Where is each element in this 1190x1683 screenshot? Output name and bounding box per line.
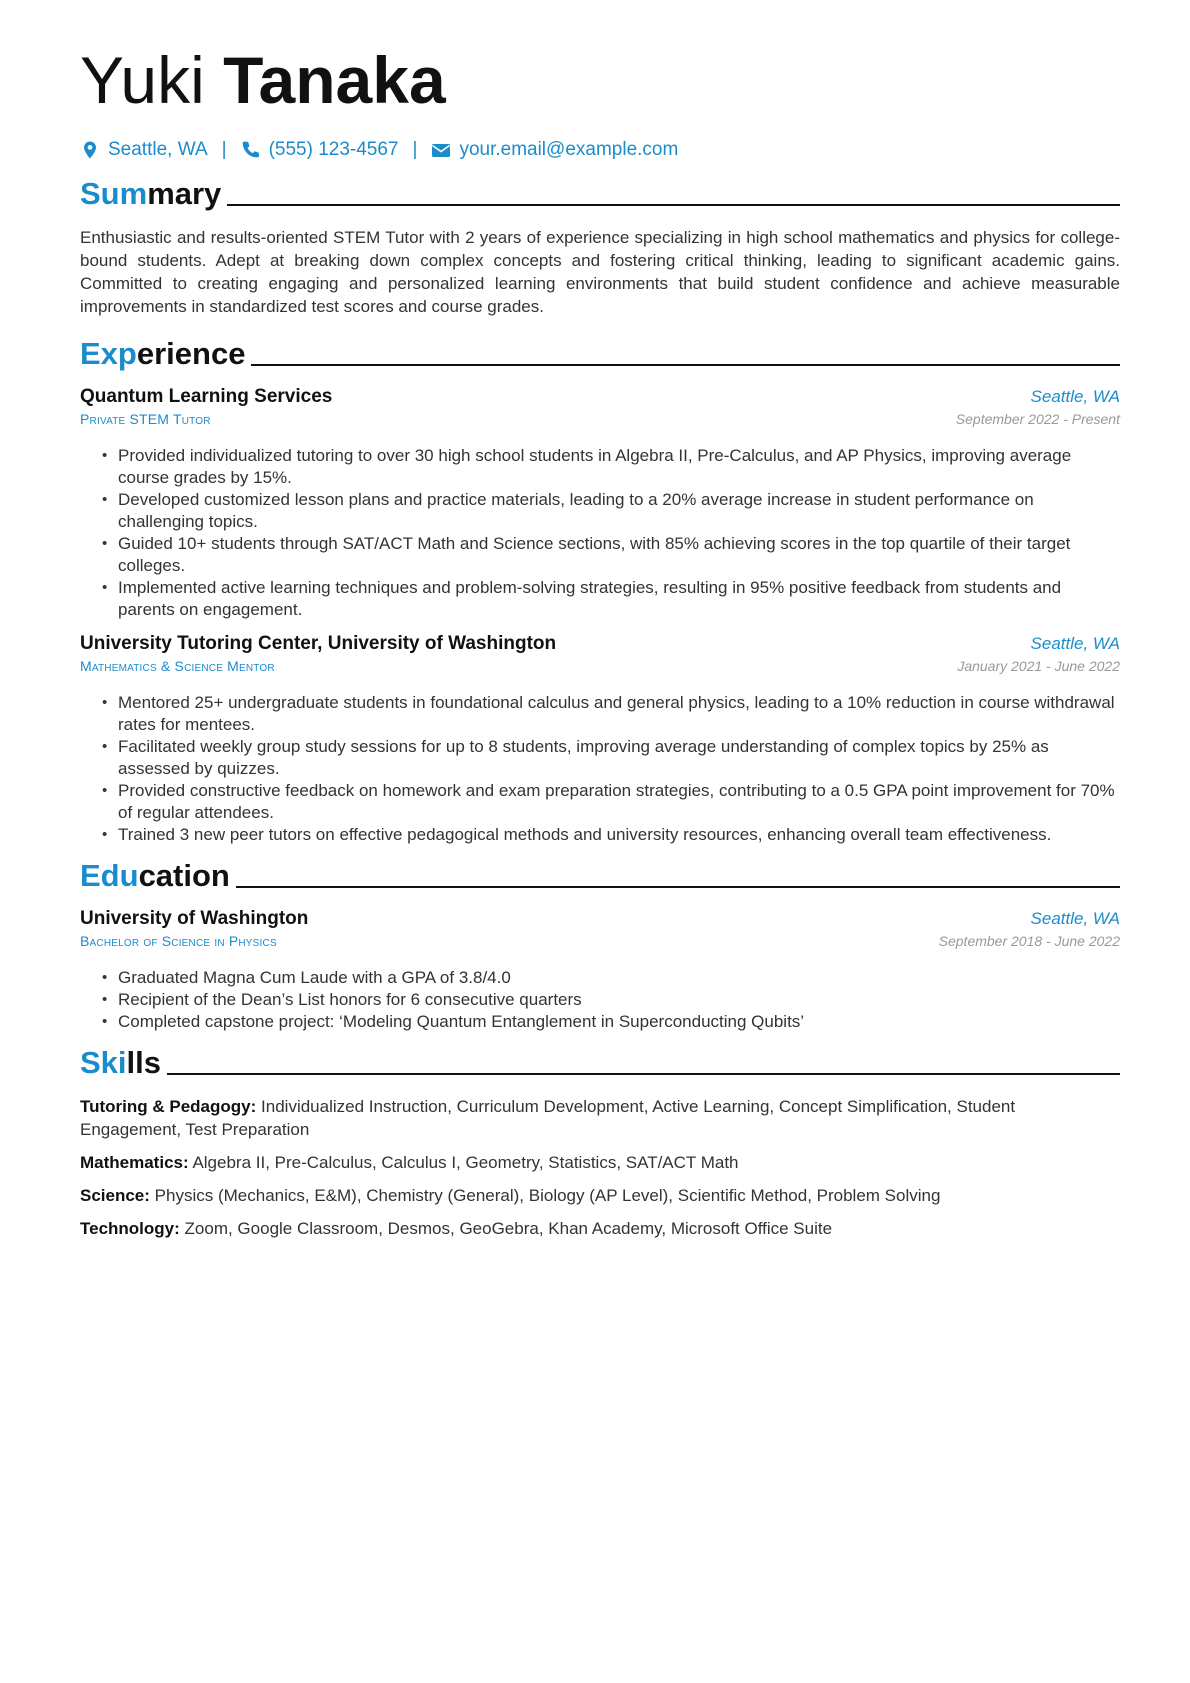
education-header bbox=[80, 854, 1120, 894]
envelope-icon bbox=[431, 140, 451, 160]
skill-label: Science: bbox=[80, 1186, 150, 1205]
bullet-item: • Provided constructive feedback on homework and exam preparation strategies, contributing to a 0.5 GPA point improvement for 70% of regular attendees. bbox=[118, 780, 1120, 824]
map-marker-icon bbox=[80, 140, 100, 160]
entry-location: Seattle, WA bbox=[1030, 634, 1120, 653]
bullet-list bbox=[80, 967, 1120, 1033]
contact-location bbox=[80, 139, 208, 161]
bullet-item: • Guided 10+ students through SAT/ACT Math and Science sections, with 85% achieving scores in the top quartile of their target colleges. bbox=[118, 533, 1120, 577]
skill-label: Mathematics: bbox=[80, 1153, 189, 1172]
bullet-item: • Completed capstone project: ‘Modeling Quantum Entanglement in Superconducting Qubits’ bbox=[118, 1011, 1120, 1033]
skill-row bbox=[80, 1095, 1120, 1141]
contact-separator: | bbox=[221, 139, 227, 160]
bullet-item: • Mentored 25+ undergraduate students in foundational calculus and general physics, leading to a 10% reduction in course withdrawal rates for mentees. bbox=[118, 692, 1120, 736]
candidate-name bbox=[80, 40, 1120, 120]
summary-text: Enthusiastic and results-oriented STEM Tutor with 2 years of experience specializing in high school mathematics and physics for college-bound students. Adept at breaking down complex concepts and fostering critical thinking, leading to significant academic gains. Committed to creating engaging and personalized learning environments that build student confidence and achieve measurable improvements in standardized test scores and course grades. bbox=[80, 228, 1120, 316]
bullet-item: • Provided individualized tutoring to over 30 high school students in Algebra II, Pre-Calculus, and AP Physics, improving average course grades by 15%. bbox=[118, 445, 1120, 489]
skill-value: Physics (Mechanics, E&M), Chemistry (General), Biology (AP Level), Scientific Method, Problem Solving bbox=[154, 1186, 941, 1205]
skill-row bbox=[80, 1217, 1120, 1240]
degree-title: Bachelor of Science in Physics bbox=[80, 933, 277, 949]
bullet-item: • Implemented active learning techniques and problem-solving strategies, resulting in 95% positive feedback from students and parents on engagement. bbox=[118, 577, 1120, 621]
bullet-item: • Recipient of the Dean’s List honors for 6 consecutive quarters bbox=[118, 989, 1120, 1011]
entry-dates: January 2021 - June 2022 bbox=[957, 658, 1120, 674]
bullet-list bbox=[80, 692, 1120, 846]
contact-email[interactable] bbox=[431, 139, 678, 161]
skills-list bbox=[80, 1095, 1120, 1240]
bullet-item: • Graduated Magna Cum Laude with a GPA of 3.8/4.0 bbox=[118, 967, 1120, 989]
skill-label: Technology: bbox=[80, 1219, 180, 1238]
skill-value: Algebra II, Pre-Calculus, Calculus I, Geometry, Statistics, SAT/ACT Math bbox=[192, 1153, 739, 1172]
employer-name: University Tutoring Center, University of Washington bbox=[80, 633, 557, 654]
job-title: Private STEM Tutor bbox=[80, 411, 211, 427]
first-name: Yuki bbox=[80, 43, 205, 117]
email-text: your.email@example.com bbox=[459, 139, 679, 160]
phone-icon bbox=[241, 140, 261, 160]
skill-label: Tutoring & Pedagogy: bbox=[80, 1097, 257, 1116]
skill-row bbox=[80, 1184, 1120, 1207]
entry-location: Seattle, WA bbox=[1030, 909, 1120, 928]
employer-name: Quantum Learning Services bbox=[80, 386, 333, 407]
skill-value: Zoom, Google Classroom, Desmos, GeoGebra, Khan Academy, Microsoft Office Suite bbox=[184, 1219, 833, 1238]
section-rule bbox=[167, 1073, 1120, 1075]
bullet-list bbox=[80, 445, 1120, 621]
skill-value: Individualized Instruction, Curriculum Development, Active Learning, Concept Simplification, Student Engagement, Test Preparation bbox=[80, 1097, 1016, 1139]
contact-phone[interactable] bbox=[241, 139, 399, 161]
entry-location: Seattle, WA bbox=[1030, 387, 1120, 406]
section-rule bbox=[227, 204, 1120, 206]
section-title: Skills bbox=[80, 1045, 161, 1080]
skill-row bbox=[80, 1151, 1120, 1174]
school-name: University of Washington bbox=[80, 908, 309, 929]
section-rule bbox=[251, 364, 1120, 366]
experience-header bbox=[80, 332, 1120, 372]
resume-page bbox=[80, 40, 1120, 1250]
summary-header bbox=[80, 172, 1120, 212]
contact-bar bbox=[80, 136, 1120, 164]
section-title: Experience bbox=[80, 336, 246, 371]
job-title: Mathematics & Science Mentor bbox=[80, 658, 275, 674]
skills-header bbox=[80, 1041, 1120, 1081]
location-text: Seattle, WA bbox=[108, 139, 208, 160]
bullet-item: • Trained 3 new peer tutors on effective pedagogical methods and university resources, enhancing overall team effectiveness. bbox=[118, 824, 1120, 846]
contact-separator: | bbox=[412, 139, 418, 160]
education-entry bbox=[80, 908, 1120, 1033]
section-rule bbox=[236, 886, 1120, 888]
entry-dates: September 2022 - Present bbox=[955, 411, 1120, 427]
phone-text: (555) 123-4567 bbox=[268, 139, 399, 160]
experience-entry bbox=[80, 386, 1120, 621]
entry-dates: September 2018 - June 2022 bbox=[938, 933, 1120, 949]
section-title: Summary bbox=[80, 176, 222, 211]
bullet-item: • Developed customized lesson plans and practice materials, leading to a 20% average increase in student performance on challenging topics. bbox=[118, 489, 1120, 533]
experience-entry bbox=[80, 633, 1120, 846]
section-title: Education bbox=[80, 858, 230, 893]
last-name: Tanaka bbox=[223, 43, 446, 117]
bullet-item: • Facilitated weekly group study sessions for up to 8 students, improving average understanding of complex topics by 25% as assessed by quizzes. bbox=[118, 736, 1120, 780]
